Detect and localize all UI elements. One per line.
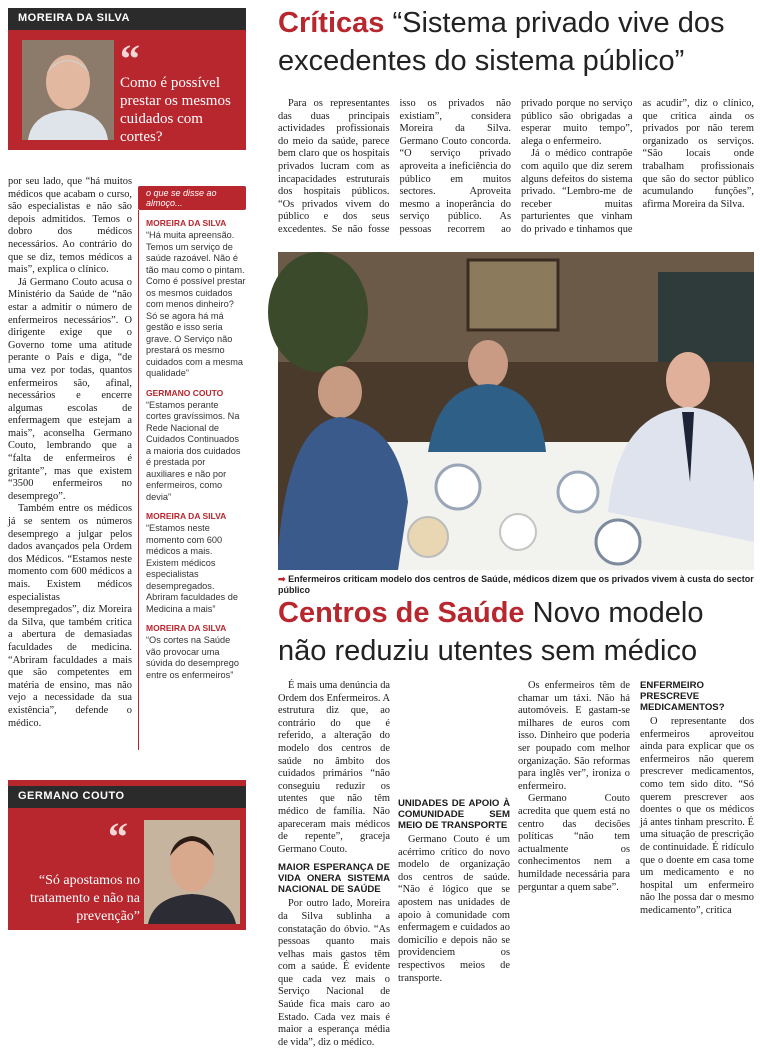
article2-paragraph: Por outro lado, Moreira da Silva sublinha a constatação do óbvio. “As pessoas quanto mais velhas mais gastos têm com a saúde. É evidente que cada vez mais o Serviço Nacional de Saúde fica mais caro ao Estado. Cada vez mais é maior a esperança média de vida”, diz o médico. (278, 898, 390, 1048)
sidebar-name: MOREIRA DA SILVA (146, 218, 227, 228)
article2-col2 (398, 680, 510, 984)
portrait-germano-icon (144, 820, 240, 924)
article2-paragraph: Germano Couto é um acérrimo crítico do novo modelo de organização dos centros de saúde. “Não é lógico que se apostem nas unidades de apoio à comunidade com enfermagem e cuidados ao domicílio e depois não se providenciem os respectivos meios de transporte. (398, 834, 510, 984)
caption-arrow-icon: ➡ (278, 574, 286, 584)
left-paragraph: Já Germano Couto acusa o Ministério da Saúde de “não estar a admitir o número de enfermeiros necessários”. O dirigente exige que o Governo tome uma atitude perante o País e diga, “de uma vez por todas, quantos enfermeiros são, afinal, necessários e encerre algumas escolas de enfermagem que estejam a mais”, aconselha Germano Couto, lembrando que a “falta de enfermeiros é gritante”, mas que existem “3500 enfermeiros no desemprego”. (8, 276, 132, 502)
sidebar-quote: “Os cortes na Saúde vão provocar uma súvida do desemprego entre os enfermeiros” (146, 635, 239, 680)
quote-mark: “ (120, 36, 140, 81)
caption-text: Enfermeiros criticam modelo dos centros de Saúde, médicos dizem que os privados vivem à custa do sector público (278, 574, 754, 595)
quote-text: Como é possível prestar os mesmos cuidados com cortes? (120, 75, 231, 145)
photo-caption (278, 574, 754, 595)
sidebar-quote: “Há muita apreensão. Temos um serviço de saúde razoável. Não é tão mau como o pintam. Como é possível prestar os mesmos cuidados com menos dinheiro? Só se agora há má gestão e isso seria grave. O Serviço não prestará os mesmo cuidados com a mesma qualidade” (146, 230, 246, 378)
lunch-photo-icon (278, 252, 754, 570)
quote-box-moreira (8, 8, 246, 150)
article2-paragraph: Os enfermeiros têm de chamar um táxi. Não há automóveis. E gastam-se milhares de euros com isso. Dinheiro que poderia ser poupado com melhor organização. São reformas para inglês ver”, ironiza o enfermeiro. (518, 680, 630, 792)
article2-col3 (518, 680, 630, 894)
quote-box-name: GERMANO COUTO (8, 786, 246, 808)
headline-centros-rest: Novo modelo não reduziu utentes sem médico (278, 597, 704, 667)
sidebar-rule (138, 210, 139, 750)
portrait-germano (144, 820, 240, 924)
left-column-body (8, 176, 132, 756)
article1-paragraph: Já o médico contrapõe com aquilo que diz serem alguns defeitos do sistema privado. “Lembro-me de receber muitas parturientes que vinham do privado e tinhamos que as acudir”, diz o clínico, que critica ainda os privados por não terem organizado os serviços. “São locais onde trabalham profissionais que são do sector público acumulando funções”, afirma Moreira da Silva. (521, 98, 754, 235)
headline-centros-red: Centros de Saúde (278, 597, 525, 629)
article2-subhead: UNIDADES DE APOIO À COMUNIDADE SEM MEIO DE TRANSPORTE (398, 798, 510, 831)
sidebar-quote: “Estamos perante cortes gravíssimos. Na Rede Nacional de Cuidados Continuados a maioria dos cuidados é prestada por auxiliares e não por enfermeiros, como devia” (146, 399, 241, 502)
headline-criticas (278, 4, 754, 80)
sidebar-name: GERMANO COUTO (146, 387, 224, 398)
sidebar-name: MOREIRA DA SILVA (146, 511, 227, 521)
article2-col4 (640, 680, 754, 918)
portrait-moreira (22, 40, 114, 140)
left-paragraph: Também entre os médicos já se sentem os números desemprego a julgar pelos dados avançados pela Ordem dos Médicos. “Estamos neste momento com 600 médicos a mais. Existem médicos especialistas desempregados”, diz Moreira da Silva, que também critica a abertura de demasiadas faculdades de medicina. “Abriram faculdades a mais que são competentes em matéria de ensino, mas não vejo a necessidade da sua existência”, defende o médico. (8, 503, 132, 729)
sidebar-header: o que se disse ao almoço... (138, 186, 246, 210)
article2-col1 (278, 680, 390, 1048)
article2-paragraph: É mais uma denúncia da Ordem dos Enfermeiros. A estrutura diz que, ao contrário do que é referido, a alteração do modelo dos centros de saúde no âmbito dos cuidados primários “não conseguiu reduzir os utentes que não têm médico de família. Não apareceram mais médicos de repente”, graceja Germano Couto. (278, 680, 390, 855)
headline-criticas-red: Críticas (278, 7, 385, 39)
article2-subhead: ENFERMEIRO PRESCREVE MEDICAMENTOS? (640, 680, 725, 713)
quote-box-name: MOREIRA DA SILVA (8, 8, 246, 30)
quote-text: “Só apostamos no tratamento e não na prevenção” (29, 873, 140, 924)
sidebar (138, 186, 246, 756)
headline-centros (278, 594, 754, 670)
sidebar-quote: “Estamos neste momento com 600 médicos a mais. Existem médicos especialistas desempregados. Abriram faculdades de Medicina a mais” (146, 523, 238, 614)
quote-box-germano (8, 780, 246, 930)
lunch-photo (278, 252, 754, 570)
article1-body (278, 98, 754, 248)
portrait-moreira-icon (22, 40, 114, 140)
article1-paragraph: Para os representantes das duas principais actividades profissionais do meio da saúde, parece bem claro que os hospitais privados lucram com as incapacidades estruturais dos hospitais públicos. “Os privados vivem do público e dos seus excedentes. Se não fosse isso os privados não existiam”, considera Moreira da Silva. Germano Couto concorda. “O serviço privado aproveita a ineficiência do público em muitos sectores. Aproveita mesmo a inoperância do serviço público. As pessoas recorrem ao privado porque no serviço público são obrigadas a esperar muito tempo”, alega o enfermeiro. (278, 98, 633, 235)
article2-paragraph: O representante dos enfermeiros aproveitou ainda para explicar que os enfermeiros não querem prescrever medicamentos, como tem sido dito. “Só querem prescrever aos doentes o que os médicos já antes tinham prescrito. É uma situação de prescrição de continuidade. É ridículo que o doente em casa tome um medicamento e no hospital um enfermeiro não lhe possa dar o mesmo medicamento”, critica (640, 716, 754, 916)
left-paragraph: por seu lado, que “há muitos médicos que acabam o curso, são especialistas e não são depois admitidos. Temos o dobro dos médicos necessários. Ao contrário do que se diz, temos médicos a mais”, explica o clínico. (8, 176, 132, 276)
article2-paragraph: Germano Couto acredita que quem está no centro das decisões políticas “não tem actualmente os conhecimentos nem a humildade necessária para perguntar a quem sabe”. (518, 793, 630, 893)
article2-subhead: MAIOR ESPERANÇA DE VIDA ONERA SISTEMA NACIONAL DE SAÚDE (278, 862, 390, 896)
sidebar-name: MOREIRA DA SILVA (146, 623, 227, 633)
quote-mark: “ (108, 814, 128, 859)
headline-criticas-rest: “Sistema privado vive dos excedentes do sistema público” (278, 7, 725, 77)
